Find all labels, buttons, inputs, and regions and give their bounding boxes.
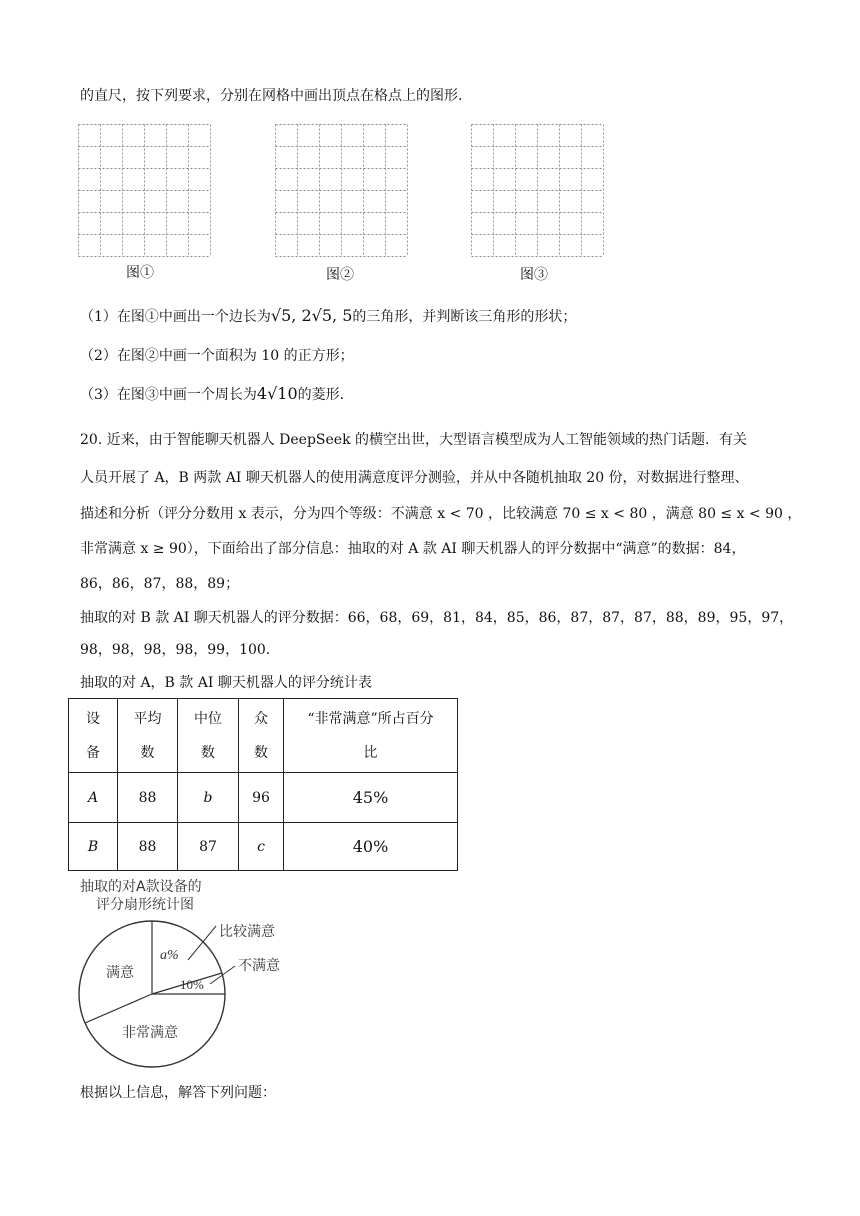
q20-line-5: 86，86，87，88，89； [80, 576, 240, 592]
slice-label-very-satisfied: 非常满意 [122, 1025, 178, 1041]
header-very-satisfied-percent: “非常满意”所占百分 比 [284, 699, 458, 773]
slice-label-ten-percent: 10% [180, 977, 204, 992]
pie-title-line-1: 抽取的对A款设备的 [80, 879, 202, 895]
stats-table [68, 698, 458, 871]
cell-percent: 40% [284, 823, 458, 871]
callout-somewhat-satisfied: 比较满意 [219, 924, 275, 940]
header-mean: 平均 数 [118, 699, 178, 773]
q20-line-1: 20. 近来，由于智能聊天机器人 DeepSeek 的横空出世，大型语言模型成为人工智能领域的热门话题．有关 [80, 432, 748, 448]
figure-2-caption: 图② [326, 267, 354, 283]
grid-figure-3 [471, 124, 604, 257]
cell-percent: 45% [284, 773, 458, 823]
cell-mean: 88 [118, 773, 178, 823]
intro-text: 的直尺，按下列要求，分别在网格中画出顶点在格点上的图形. [80, 88, 463, 104]
closing-text: 根据以上信息，解答下列问题： [80, 1085, 276, 1101]
table-header-row [69, 699, 458, 773]
q20-line-2: 人员开展了 A，B 两款 AI 聊天机器人的使用满意度评分测验，并从中各随机抽取 20 份，对数据进行整理、 [80, 470, 749, 486]
part-3 [80, 384, 344, 405]
slice-label-satisfied: 满意 [106, 965, 134, 981]
cell-median: b [178, 773, 239, 823]
part-2: （2）在图②中画一个面积为 10 的正方形； [80, 348, 354, 364]
pie-divider-left [85, 994, 152, 1023]
part-1-prefix: （1）在图①中画出一个边长为 [80, 309, 271, 325]
cell-mean: 88 [118, 823, 178, 871]
part-1 [80, 306, 576, 327]
cell-mode: 96 [239, 773, 284, 823]
q20-line-4: 非常满意 x ≥ 90），下面给出了部分信息：抽取的对 A 款 AI 聊天机器人的评分数据中“满意”的数据：84， [80, 541, 746, 557]
cell-device: A [69, 773, 118, 823]
table-title: 抽取的对 A，B 款 AI 聊天机器人的评分统计表 [80, 675, 372, 691]
table-row [69, 773, 458, 823]
header-mode: 众 数 [239, 699, 284, 773]
figure-1-caption: 图① [126, 265, 154, 281]
part-3-suffix: 的菱形. [297, 387, 345, 403]
cell-device: B [69, 823, 118, 871]
figure-3-caption: 图③ [520, 267, 548, 283]
part-1-suffix: 的三角形，并判断该三角形的形状； [352, 309, 577, 325]
part-3-prefix: （3）在图③中画一个周长为 [80, 387, 257, 403]
leader-somewhat [188, 926, 216, 960]
q20-line-7: 98，98，98，98，99，100. [80, 642, 271, 658]
table-row [69, 823, 458, 871]
cell-mode: c [239, 823, 284, 871]
grid-figure-1 [78, 124, 211, 257]
cell-median: 87 [178, 823, 239, 871]
callout-unsatisfied: 不满意 [238, 958, 280, 974]
q20-line-3: 描述和分析（评分分数用 x 表示，分为四个等级：不满意 x < 70 ，比较满意 70 ≤ x < 80 ，满意 80 ≤ x < 90 ， [80, 506, 802, 522]
header-device: 设 备 [69, 699, 118, 773]
pie-chart [70, 910, 330, 1080]
q20-line-6: 抽取的对 B 款 AI 聊天机器人的评分数据：66，68，69，81，84，85，86，87，87，87，88，89，95，97， [80, 610, 794, 626]
grid-figure-2 [275, 124, 408, 257]
part-1-math: √5, 2√5, 5 [270, 306, 353, 325]
pie-title-line-2: 评分扇形统计图 [96, 897, 194, 913]
header-median: 中位 数 [178, 699, 239, 773]
slice-label-a-percent: a% [160, 948, 179, 963]
part-3-math: 4√10 [256, 384, 298, 403]
